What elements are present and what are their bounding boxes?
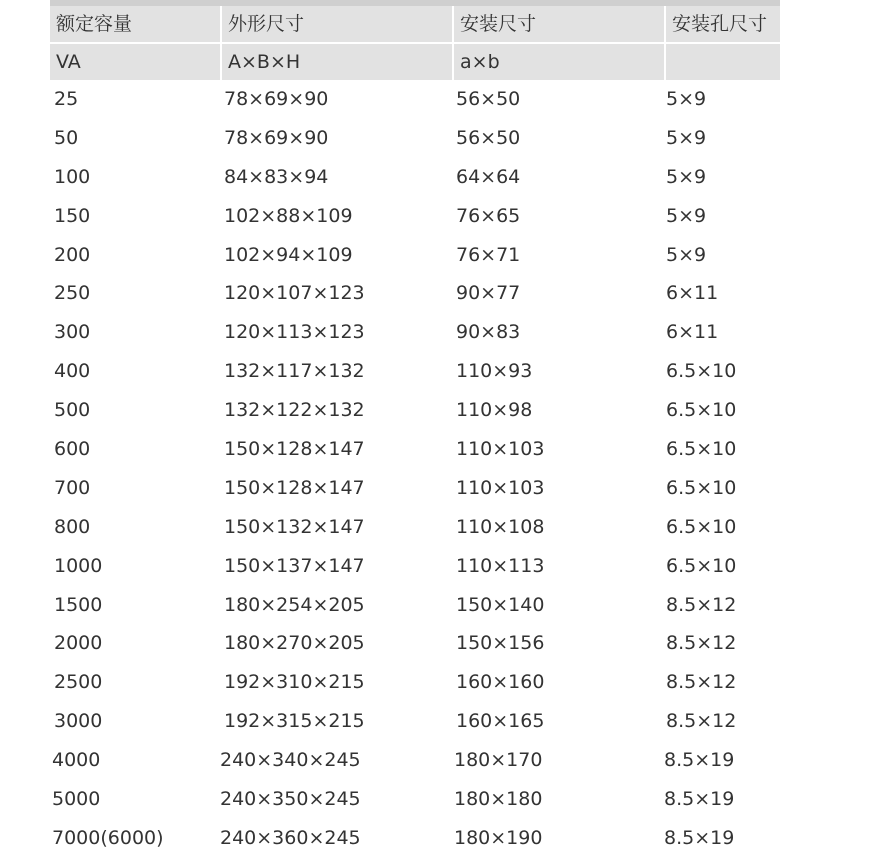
cell-hole: 6.5×10 <box>666 437 737 460</box>
cell-mounting: 150×156 <box>456 632 545 655</box>
table-row <box>50 391 780 430</box>
cell-mounting: 180×180 <box>454 787 543 810</box>
table-row <box>50 586 780 625</box>
cell-hole: 6.5×10 <box>666 515 737 538</box>
cell-mounting: 110×93 <box>456 360 533 383</box>
cell-mounting: 110×103 <box>456 476 545 499</box>
cell-outline: 240×360×245 <box>220 826 361 849</box>
table-body <box>50 80 780 858</box>
cell-mounting: 56×50 <box>456 87 521 110</box>
table-row <box>50 663 780 702</box>
table-row <box>50 624 780 663</box>
cell-hole: 8.5×12 <box>666 632 737 655</box>
cell-hole: 5×9 <box>666 243 707 266</box>
cell-hole: 6×11 <box>666 321 719 344</box>
cell-mounting: 150×140 <box>456 593 545 616</box>
table-row <box>50 352 780 391</box>
unit-hole <box>664 44 780 80</box>
cell-capacity: 1000 <box>54 554 103 577</box>
cell-outline: 120×107×123 <box>224 282 365 305</box>
cell-hole: 8.5×12 <box>666 710 737 733</box>
cell-capacity: 300 <box>54 321 91 344</box>
cell-capacity: 200 <box>54 243 91 266</box>
table-row <box>50 780 780 819</box>
cell-hole: 8.5×12 <box>666 671 737 694</box>
cell-capacity: 7000(6000) <box>52 826 164 849</box>
cell-outline: 120×113×123 <box>224 321 365 344</box>
table-row <box>50 158 780 197</box>
cell-capacity: 400 <box>54 360 91 383</box>
cell-hole: 6.5×10 <box>666 554 737 577</box>
cell-capacity: 4000 <box>52 749 101 772</box>
table-row <box>50 508 780 547</box>
table-row <box>50 430 780 469</box>
cell-outline: 78×69×90 <box>224 87 329 110</box>
cell-outline: 192×315×215 <box>224 710 365 733</box>
cell-mounting: 64×64 <box>456 165 521 188</box>
dimension-table <box>50 0 780 858</box>
cell-outline: 240×350×245 <box>220 787 361 810</box>
header-mounting-size: 安装尺寸 <box>452 6 664 42</box>
cell-outline: 78×69×90 <box>224 126 329 149</box>
cell-capacity: 150 <box>54 204 91 227</box>
cell-outline: 180×254×205 <box>224 593 365 616</box>
table-row <box>50 819 780 858</box>
cell-capacity: 50 <box>54 126 79 149</box>
header-row <box>50 6 780 42</box>
table-row <box>50 702 780 741</box>
cell-capacity: 100 <box>54 165 91 188</box>
unit-mounting: a×b <box>452 44 664 80</box>
cell-mounting: 180×190 <box>454 826 543 849</box>
cell-hole: 8.5×19 <box>664 826 735 849</box>
cell-outline: 132×117×132 <box>224 360 365 383</box>
cell-mounting: 110×98 <box>456 399 533 422</box>
cell-capacity: 2500 <box>54 671 103 694</box>
cell-mounting: 90×83 <box>456 321 521 344</box>
cell-mounting: 76×65 <box>456 204 521 227</box>
cell-hole: 6.5×10 <box>666 476 737 499</box>
cell-capacity: 500 <box>54 399 91 422</box>
cell-capacity: 25 <box>54 87 79 110</box>
cell-mounting: 110×103 <box>456 437 545 460</box>
cell-capacity: 5000 <box>52 787 101 810</box>
cell-outline: 84×83×94 <box>224 165 329 188</box>
cell-capacity: 250 <box>54 282 91 305</box>
table-row <box>50 119 780 158</box>
cell-mounting: 56×50 <box>456 126 521 149</box>
cell-mounting: 76×71 <box>456 243 521 266</box>
cell-capacity: 800 <box>54 515 91 538</box>
cell-outline: 102×88×109 <box>224 204 353 227</box>
table-row <box>50 313 780 352</box>
cell-hole: 8.5×19 <box>664 787 735 810</box>
cell-outline: 180×270×205 <box>224 632 365 655</box>
cell-outline: 102×94×109 <box>224 243 353 266</box>
table-row <box>50 197 780 236</box>
cell-hole: 6.5×10 <box>666 399 737 422</box>
table-row <box>50 274 780 313</box>
header-outline-size: 外形尺寸 <box>220 6 452 42</box>
table-row <box>50 741 780 780</box>
header-mounting-hole-size: 安装孔尺寸 <box>664 6 780 42</box>
cell-capacity: 1500 <box>54 593 103 616</box>
unit-capacity: VA <box>50 44 220 80</box>
cell-mounting: 90×77 <box>456 282 521 305</box>
cell-outline: 150×128×147 <box>224 437 365 460</box>
cell-capacity: 700 <box>54 476 91 499</box>
cell-hole: 5×9 <box>666 204 707 227</box>
cell-hole: 5×9 <box>666 126 707 149</box>
table-row <box>50 547 780 586</box>
cell-mounting: 180×170 <box>454 749 543 772</box>
cell-capacity: 3000 <box>54 710 103 733</box>
table-row <box>50 236 780 275</box>
cell-outline: 192×310×215 <box>224 671 365 694</box>
cell-outline: 150×128×147 <box>224 476 365 499</box>
cell-mounting: 160×165 <box>456 710 545 733</box>
cell-outline: 150×132×147 <box>224 515 365 538</box>
table-row <box>50 469 780 508</box>
header-rated-capacity: 额定容量 <box>50 6 220 42</box>
cell-outline: 132×122×132 <box>224 399 365 422</box>
cell-hole: 8.5×19 <box>664 749 735 772</box>
units-row <box>50 44 780 80</box>
cell-mounting: 160×160 <box>456 671 545 694</box>
cell-outline: 240×340×245 <box>220 749 361 772</box>
cell-hole: 8.5×12 <box>666 593 737 616</box>
cell-hole: 6×11 <box>666 282 719 305</box>
cell-hole: 5×9 <box>666 87 707 110</box>
cell-mounting: 110×113 <box>456 554 545 577</box>
cell-hole: 5×9 <box>666 165 707 188</box>
cell-capacity: 600 <box>54 437 91 460</box>
table-row <box>50 80 780 119</box>
cell-outline: 150×137×147 <box>224 554 365 577</box>
cell-hole: 6.5×10 <box>666 360 737 383</box>
cell-mounting: 110×108 <box>456 515 545 538</box>
unit-outline: A×B×H <box>220 44 452 80</box>
cell-capacity: 2000 <box>54 632 103 655</box>
